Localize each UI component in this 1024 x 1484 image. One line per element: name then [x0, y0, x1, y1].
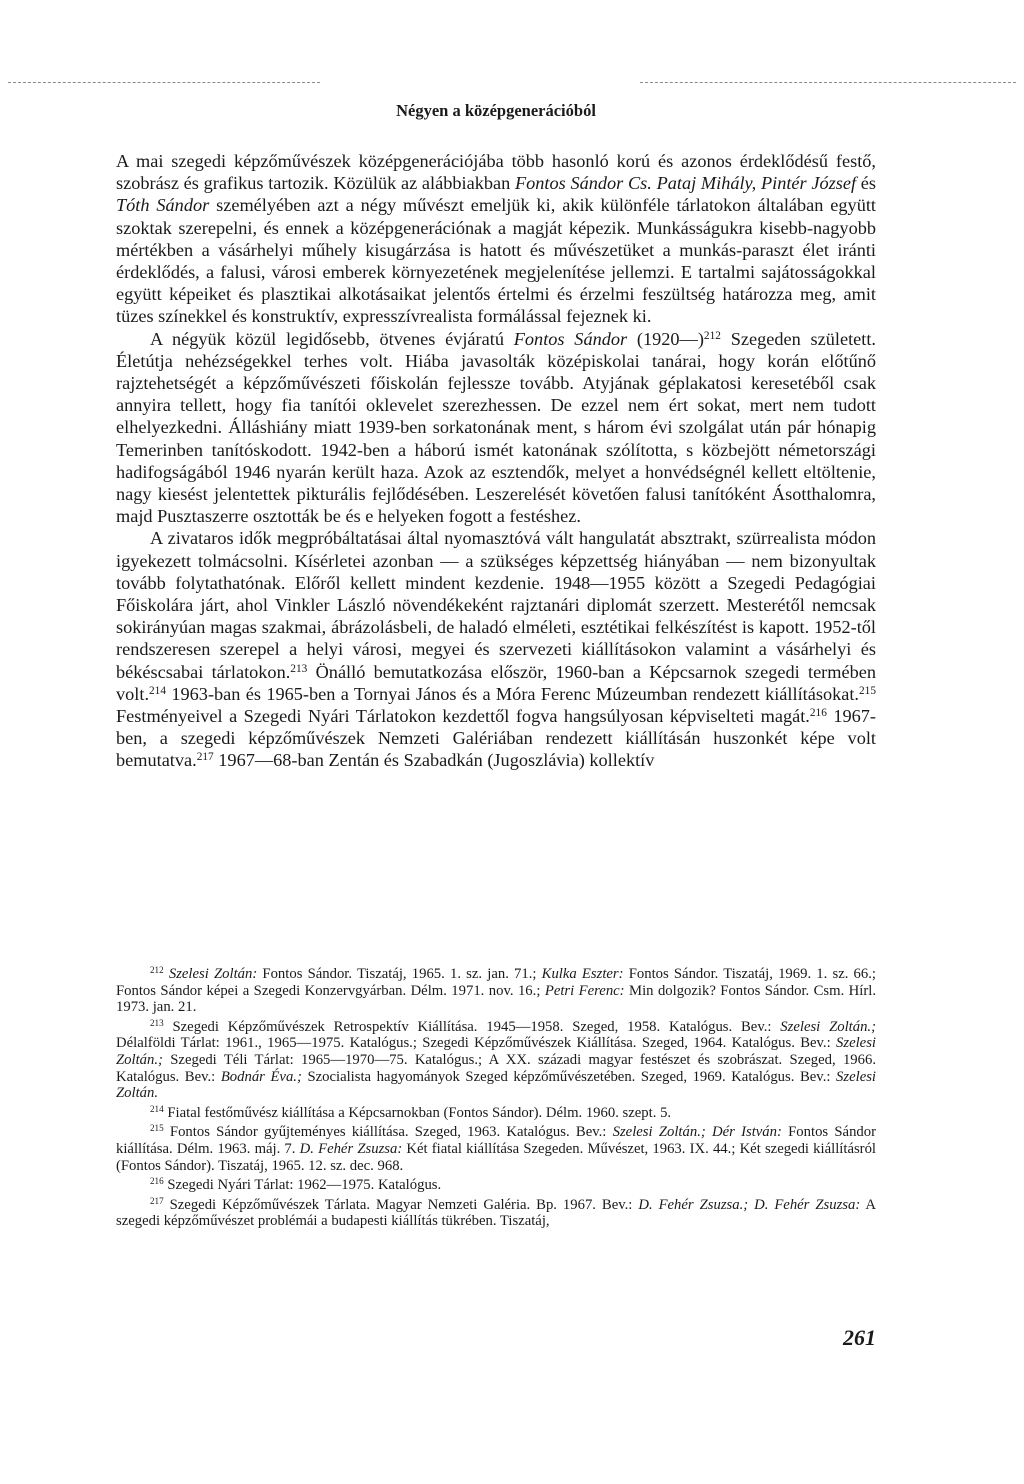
text-run: Szegeden született. Életútja nehézségekkel terhes volt. Hiába javasolták középiskolai tanárai, hogy korán előtűnő rajztehetségét a képzőművészeti főiskolán fejlessze tovább. Atyjának géplakatosi keresetéből csak annyira tellett, hogy fia tanítói oklevelet szerezhessen. De ezzel nem ért sokat, mert nem tudott elhelyezkedni. Álláshiány miatt 1939-ben sorkatonának ment, s három évi szolgálat után pár hónapig Temerinben tanítóskodott. 1942-ben a háború ismét katonának szólította, s közbejött németországi hadifogságából 1946 nyarán került haza. Azok az esztendők, melyet a honvédségnél kellett eltöltenie, nagy kiesést jelentettek pikturális fejlődésében. Leszerelését követően falusi tanítóként Ásotthalomra, majd Pusztaszerre osztották be és e helyeken fogott a festéshez.: [116, 328, 876, 527]
italic-text: Fontos Sándor: [513, 328, 628, 349]
page-number: 261: [843, 1325, 876, 1350]
italic-text: Szelesi Zoltán.: [116, 1068, 877, 1102]
footnote: [116, 966, 876, 1016]
italic-text: D. Fehér Zsuzsa:: [299, 1140, 403, 1157]
italic-text: D. Fehér Zsuzsa.; D. Fehér Zsuzsa:: [638, 1196, 861, 1213]
italic-text: Szelesi Zoltán.;: [780, 1018, 876, 1035]
paragraph: [116, 328, 876, 528]
footnote-ref: 216: [809, 706, 827, 719]
text-run: Szegedi Képzőművészek Tárlata. Magyar Nemzeti Galéria. Bp. 1967. Bev.:: [163, 1196, 639, 1213]
text-run: Szegedi Nyári Tárlat: 1962—1975. Katalógus.: [163, 1177, 442, 1194]
scan-border-left: [8, 82, 320, 83]
text-run: Min dolgozik? Fontos Sándor. Csm. Hírl. 1973. jan. 21.: [116, 982, 876, 1016]
footnote-ref: 215: [150, 1123, 164, 1134]
footnote-ref: 214: [149, 684, 167, 697]
italic-text: Petri Ferenc:: [544, 982, 625, 999]
italic-text: Fontos Sándor Cs.: [514, 173, 652, 194]
text-run: Fontos Sándor. Tiszatáj, 1969. 1. sz. 66.; Fontos Sándor képei a Szegedi Konzervgyárban. Délm. 1971. nov. 16.;: [116, 966, 876, 999]
footnote-ref: 212: [150, 965, 164, 975]
text-run: A szegedi képzőművészet problémái a budapesti kiállítás tükrében. Tiszatáj,: [116, 1196, 876, 1230]
paragraph: [116, 150, 876, 328]
italic-text: Szelesi Zoltán.;: [116, 1035, 876, 1068]
text-run: A mai szegedi képzőművészek középgenerációjába több hasonló korú és azonos érdeklődésű festő, szobrász és grafikus tartozik. Közülük az alábbiakban: [116, 151, 876, 194]
text-run: Két fiatal kiállítása Szegeden. Művészet, 1963. IX. 44.; Két szegedi kiállításról (Fontos Sándor). Tiszatáj, 1965. 12. sz. dec. 968.: [116, 1140, 876, 1174]
footnote-ref: 215: [859, 684, 876, 697]
italic-text: Bodnár Éva.;: [220, 1068, 302, 1085]
text-run: Önálló bemutatkozása először, 1960-ban a Képcsarnok szegedi termében volt.: [116, 661, 876, 704]
italic-text: Szelesi Zoltán.; Dér István:: [612, 1124, 782, 1141]
footnote-ref: 213: [290, 662, 308, 675]
body-text: [116, 150, 876, 772]
italic-text: Tóth Sándor: [116, 195, 210, 216]
text-run: Szocialista hagyományok Szeged képzőművészetében. Szeged, 1969. Katalógus. Bev.:: [301, 1068, 837, 1085]
text-run: Fontos Sándor. Tiszatáj, 1965. 1. sz. jan. 71.;: [257, 966, 542, 982]
italic-text: Szelesi Zoltán:: [168, 966, 258, 982]
footnote: [116, 1019, 876, 1102]
text-run: Szegedi Képzőművészek Retrospektív Kiállítása. 1945—1958. Szeged, 1958. Katalógus. Bev.:: [163, 1018, 781, 1035]
footnote-ref: 212: [703, 329, 721, 342]
footnotes: [116, 966, 876, 1230]
italic-text: Pataj Mihály, Pintér József: [656, 173, 857, 194]
text-run: 1967-ben, a szegedi képzőművészek Nemzeti Galériában rendezett kiállításán huszonkét képe volt bemutatva.: [116, 706, 876, 771]
text-run: Délalföldi Tárlat: 1961., 1965—1975. Katalógus.; Szegedi Képzőművészek Kiállítása. Szeged, 1964. Katalógus. Bev.:: [116, 1035, 837, 1052]
text-run: Festményeivel a Szegedi Nyári Tárlatokon kezdettől fogva hangsúlyosan képviselteti magát.: [116, 706, 810, 727]
footnote-ref: 217: [150, 1195, 164, 1206]
text-run: Fiatal festőművész kiállítása a Képcsarnokban (Fontos Sándor). Délm. 1960. szept. 5.: [163, 1104, 672, 1121]
text-run: 1963-ban és 1965-ben a Tornyai János és a Móra Ferenc Múzeumban rendezett kiállításokat.: [166, 683, 859, 704]
footnote: [116, 1177, 876, 1194]
footnote: [116, 1197, 876, 1230]
footnote-ref: 216: [150, 1176, 164, 1187]
footnote-ref: 213: [150, 1017, 164, 1028]
text-run: Fontos Sándor gyűjteményes kiállítása. Szeged, 1963. Katalógus. Bev.:: [163, 1124, 613, 1141]
text-run: A négyük közül legidősebb, ötvenes évjáratú: [150, 328, 514, 349]
paragraph: [116, 527, 876, 771]
footnote: [116, 1124, 876, 1174]
footnote: [116, 1105, 876, 1122]
footnote-ref: 217: [196, 751, 214, 764]
text-run: Szegedi Téli Tárlat: 1965—1970—75. Katalógus.; A XX. századi magyar festészet és szobrászat. Szeged, 1966. Katalógus. Bev.:: [116, 1051, 876, 1085]
text-run: 1967—68-ban Zentán és Szabadkán (Jugoszlávia) kollektív: [213, 750, 655, 771]
text-run: Fontos Sándor kiállítása. Délm. 1963. máj. 7.: [116, 1124, 876, 1157]
scan-border-right: [640, 82, 1016, 83]
italic-text: Kulka Eszter:: [541, 966, 624, 982]
section-heading: Négyen a középgenerációból: [396, 101, 596, 120]
text-run: A zivataros idők megpróbáltatásai által nyomasztóvá vált hangulatát absztrakt, szürrealista módon igyekezett tolmácsolni. Kísérletei azonban — a szükséges képzettség hiányában — nem bizonyultak tovább folytathatónak. Előről kellett mindent kezdenie. 1948—1955 között a Szegedi Pedagógiai Főiskolára járt, ahol Vinkler László növendékeként rajztanári diplomát szerzett. Mesterétől nemcsak sokirányúan magas szakmai, ábrázolásbeli, de haladó elméleti, esztétikai felkészítést is kapott. 1952-től rendszeresen szerepel a helyi városi, megyei és szervezeti kiállításokon valamint a vásárhelyi és békéscsabai tárlatokon.: [116, 528, 876, 682]
text-run: (1920—): [627, 328, 704, 349]
text-run: és: [856, 173, 876, 194]
footnote-ref: 214: [150, 1103, 164, 1114]
text-run: személyében azt a négy művészt emeljük ki, akik különféle tárlatokon általában együtt szoktak szerepelni, és ennek a középgenerációnak a magját képezik. Munkásságukra kisebb-nagyobb mértékben a vásárhelyi műhely kisugárzása is hatott és művészetüket a munkás-paraszt élet iránti érdeklődés, a falusi, városi emberek környezetének megjelenítése jellemzi. E tartalmi sajátosságokkal együtt képeiket és plasztikai alkotásaikat jelentős értelmi és érzelmi feszültség határozza meg, amit tüzes színekkel és konstruktív, expresszívrealista formálással fejeznek ki.: [116, 195, 877, 327]
